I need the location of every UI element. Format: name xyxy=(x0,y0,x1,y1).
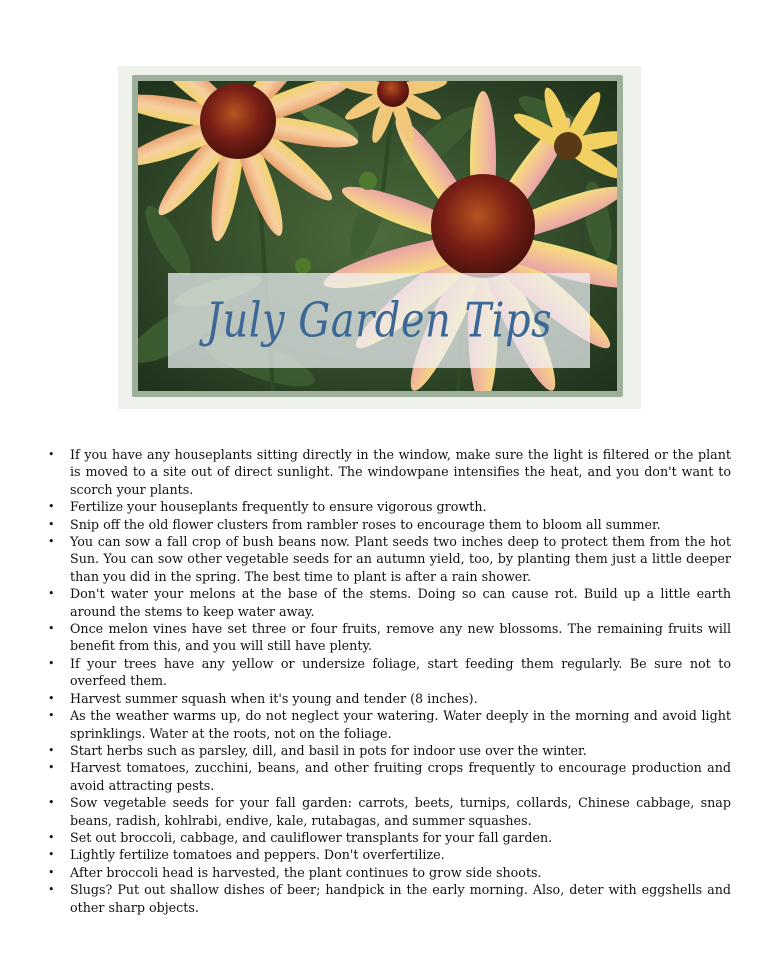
list-item: • Fertilize your houseplants frequently to ensure vigorous growth. xyxy=(48,498,731,515)
coneflowers-photo xyxy=(138,81,617,391)
list-item: • Start herbs such as parsley, dill, and basil in pots for indoor use over the winter. xyxy=(48,742,731,759)
list-item: • You can sow a fall crop of bush beans now. Plant seeds two inches deep to protect them from the hot Sun. You can sow other vegetable seeds for an autumn yield, too, by planting them just a little deeper than you did in the spring. The best time to plant is after a rain shower. xyxy=(48,533,731,585)
list-item: • If you have any houseplants sitting directly in the window, make sure the light is filtered or the plant is moved to a site out of direct sunlight. The windowpane intensifies the heat, and you don't want to scorch your plants. xyxy=(48,446,731,498)
list-item: • Harvest summer squash when it's young and tender (8 inches). xyxy=(48,690,731,707)
list-item: • Snip off the old flower clusters from rambler roses to encourage them to bloom all summer. xyxy=(48,516,731,533)
header-photo-frame xyxy=(118,66,641,409)
list-item: • Once melon vines have set three or four fruits, remove any new blossoms. The remaining fruits will benefit from this, and you will still have plenty. xyxy=(48,620,731,655)
list-item: • After broccoli head is harvested, the plant continues to grow side shoots. xyxy=(48,864,731,881)
title-band xyxy=(168,273,590,368)
list-item: • Set out broccoli, cabbage, and cauliflower transplants for your fall garden. xyxy=(48,829,731,846)
list-item: • Harvest tomatoes, zucchini, beans, and other fruiting crops frequently to encourage production and avoid attracting pests. xyxy=(48,759,731,794)
list-item: • Lightly fertilize tomatoes and peppers. Don't overfertilize. xyxy=(48,846,731,863)
list-item: • Slugs? Put out shallow dishes of beer; handpick in the early morning. Also, deter with eggshells and other sharp objects. xyxy=(48,881,731,916)
page-title: July Garden Tips xyxy=(205,292,553,349)
tips-list xyxy=(48,446,731,916)
list-item: • As the weather warms up, do not neglect your watering. Water deeply in the morning and avoid light sprinklings. Water at the roots, not on the foliage. xyxy=(48,707,731,742)
list-item: • If your trees have any yellow or undersize foliage, start feeding them regularly. Be sure not to overfeed them. xyxy=(48,655,731,690)
list-item: • Sow vegetable seeds for your fall garden: carrots, beets, turnips, collards, Chinese cabbage, snap beans, radish, kohlrabi, endive, kale, rutabagas, and summer squashes. xyxy=(48,794,731,829)
list-item: • Don't water your melons at the base of the stems. Doing so can cause rot. Build up a little earth around the stems to keep water away. xyxy=(48,585,731,620)
